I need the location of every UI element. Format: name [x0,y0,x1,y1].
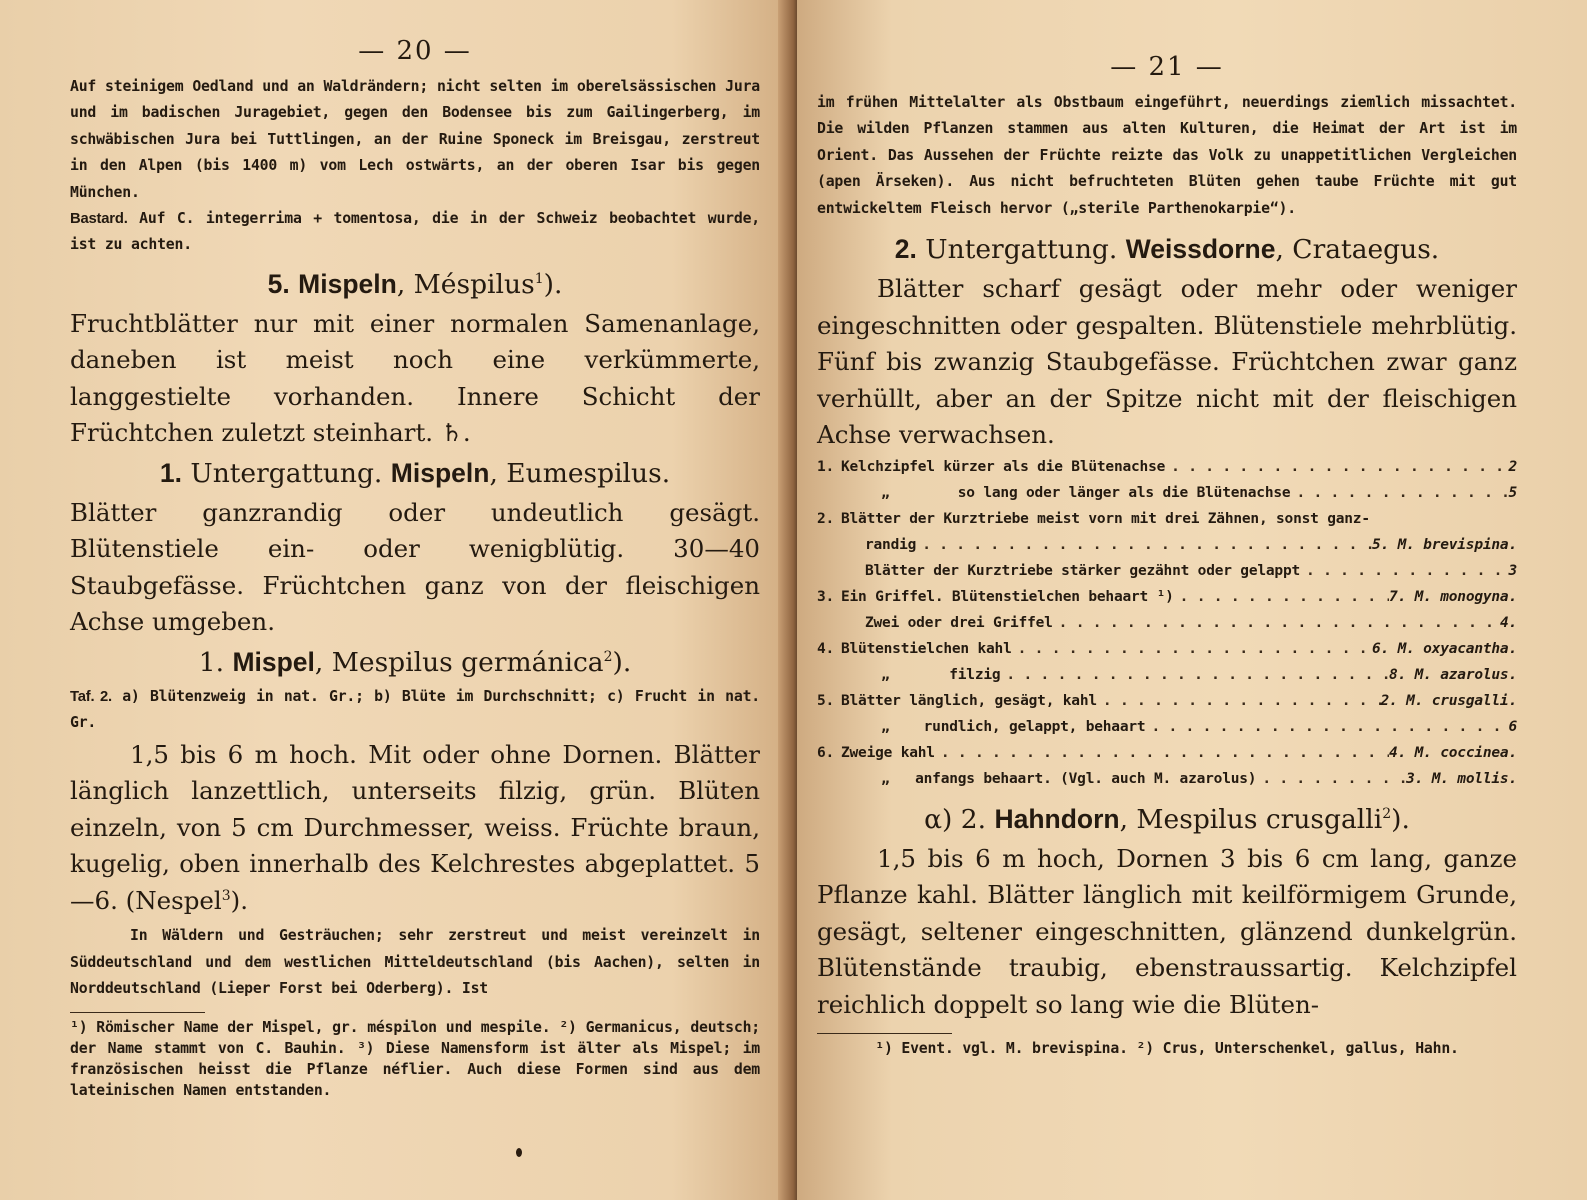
species-name: Hahndorn [994,803,1120,834]
key-number: 5. [817,692,835,709]
genus-heading-end: ). [543,268,563,300]
bastard-label: Bastard. [70,211,128,228]
key-text: Zweige kahl [841,744,935,761]
key-row [817,714,1517,740]
subgenus-prefix: Untergattung. [916,234,1126,266]
key-text: Blätter länglich, gesägt, kahl [841,692,1097,709]
genus-description: Fruchtblätter nur mit einer normalen Samenanlage, daneben ist meist noch eine verkümmerte, langgestielte vorhanden. Innere Schicht der Früchtchen zuletzt steinhart. ♄. [70,308,760,448]
page-number: — 20 — [358,36,472,66]
footnote-ref: 2 [1382,805,1392,822]
species-latin: , Mespilus crusgalli [1119,803,1383,835]
page-number: — 21 — [1110,52,1224,82]
plate-caption [70,684,760,737]
species-name: Mispel [232,646,315,677]
key-text: „ filzig [881,666,1001,683]
key-leader-dots [1300,558,1508,584]
key-row [817,610,1517,636]
footnote-ref: 1 [534,271,544,288]
key-leader-dots [916,532,1372,558]
key-row [817,740,1517,766]
key-row [817,532,1517,558]
subgenus-name: Mispeln [390,457,490,488]
species-heading-end: ). [612,646,632,678]
identification-key [817,454,1517,792]
key-row [817,636,1517,662]
footnote-rule [70,1012,205,1013]
species-number: 1. [198,646,224,678]
key-result: 8. M. azarolus. [1389,666,1517,683]
genus-latin: , Méspilus [396,268,535,300]
key-text: Blütenstielchen kahl [841,640,1012,657]
key-result: 2 [1508,458,1517,475]
subgenus-prefix: Untergattung. [181,457,391,489]
key-text: Kelchzipfel kürzer als die Blütenachse [841,458,1166,475]
key-leader-dots [1097,688,1381,714]
species-distribution: In Wäldern und Gesträuchen; sehr zerstreut und meist vereinzelt in Süddeutschland und dem westlichen Mitteldeutschland (bis Aachen), selten in Norddeutschland (Lieper Forst bei Oderberg). Ist [70,927,760,997]
key-text: Blätter der Kurztriebe meist vorn mit drei Zähnen, sonst ganz- [841,510,1370,527]
key-row [817,454,1517,480]
species-description [70,737,760,920]
key-leader-dots [1290,480,1508,506]
key-row [817,480,1517,506]
key-text: randig [865,536,917,553]
species-latin: , Mespilus germánica [314,646,604,678]
key-text: Blätter der Kurztriebe stärker gezähnt oder gelappt [865,562,1301,579]
key-result: 5 [1508,484,1517,501]
footnote-ref: 2 [603,649,613,666]
bastard-text: Auf C. integerrima + tomentosa, die in der Schweiz beobachtet wurde, ist zu achten. [70,210,760,254]
species-heading [817,798,1517,841]
species-heading-end: ). [1391,803,1410,835]
left-page [0,0,790,1200]
key-text: „ so lang oder länger als die Blütenachse [881,484,1291,501]
key-text: „ rundlich, gelappt, behaart [881,718,1146,735]
species-description-text: 1,5 bis 6 m hoch. Mit oder ohne Dornen. Blätter länglich lanzettlich, unterseits filzig, grün. Blüten einzeln, von 5 cm Durchmesser, weiss. Früchte braun, kugelig, oben innerhalb des Kelchrestes abgeplattet. 5—6. (Nespel [70,739,760,915]
subgenus-description: Blätter ganzrandig oder undeutlich gesägt. Blütenstiele ein- oder wenigblütig. 30—40 Staubgefässe. Früchtchen ganz von der fleischigen Achse umgeben. [70,497,760,637]
distribution-paragraph: Auf steinigem Oedland und an Waldrändern; nicht selten im oberelsässischen Jura und im badischen Juragebiet, gegen den Bodensee bis zum Gailingerberg, im schwäbischen Jura bei Tuttlingen, an der Ruine Sponeck im Breisgau, zerstreut in den Alpen (bis 1400 m) vom Lech ostwärts, an der oberen Isar bis gegen München. [70,78,760,201]
subgenus-description: Blätter scharf gesägt oder mehr oder weniger eingeschnitten oder gespalten. Blütenstiele mehrblütig. Fünf bis zwanzig Staubgefässe. Früchtchen zwar ganz verhüllt, aber an der Spitze nicht mit der fleischigen Achse verwachsen. [817,274,1517,450]
footnotes: ¹) Event. vgl. M. brevispina. ²) Crus, Unterschenkel, gallus, Hahn. [875,1040,1459,1058]
key-row [817,688,1517,714]
footnote-ref: 3 [221,887,231,904]
key-leader-dots [1145,714,1508,740]
key-text: Ein Griffel. Blütenstielchen behaart ¹) [841,588,1174,605]
key-row [817,766,1517,792]
key-leader-dots [1174,584,1389,610]
continuation-paragraph: im frühen Mittelalter als Obstbaum eingeführt, neuerdings ziemlich missachtet. Die wilden Pflanzen stammen aus alten Kulturen, die Heimat der Art ist im Orient. Das Aussehen der Früchte reizte das Volk zu unappetitlichen Vergleichen (apen Ärseken). Aus nicht befruchteten Blüten gehen taube Früchte mit gut entwickeltem Fleisch hervor („sterile Parthenokarpie“). [817,94,1517,217]
species-heading [70,641,760,684]
key-result: 6 [1508,718,1517,735]
key-number: 4. [817,640,835,657]
genus-number: 5. [267,268,290,299]
bastard-paragraph [70,206,760,259]
key-text: Zwei oder drei Griffel [865,614,1053,631]
subgenus-heading [817,228,1517,271]
subgenus-heading [70,452,760,495]
footnote-rule [817,1033,952,1034]
plate-label: Taf. 2. [70,688,112,705]
key-leader-dots [935,740,1389,766]
key-result: 5. M. brevispina. [1371,536,1517,553]
key-result: 6. M. oxyacantha. [1371,640,1517,657]
subgenus-number: 2. [894,234,917,265]
species-prefix: α) 2. [924,803,995,835]
subgenus-latin: , Crataegus. [1275,234,1440,266]
key-row [817,558,1517,584]
key-leader-dots [1000,662,1389,688]
key-result: 4. [1499,614,1517,631]
key-row [817,506,1517,532]
key-number: 2. [817,510,835,527]
genus-heading [70,263,760,306]
key-row [817,584,1517,610]
key-leader-dots [1256,766,1406,792]
subgenus-name: Weissdorne [1125,234,1276,265]
subgenus-latin: , Eumespilus. [489,457,671,489]
key-text: „ anfangs behaart. (Vgl. auch M. azarolus) [881,770,1257,787]
key-number: 1. [817,458,835,475]
subgenus-number: 1. [159,457,182,488]
key-leader-dots [1053,610,1500,636]
key-result: 3. M. mollis. [1406,770,1517,787]
key-leader-dots [1165,454,1508,480]
right-page [797,0,1587,1200]
ink-spot [516,1148,522,1157]
key-row [817,662,1517,688]
key-result: 2. M. crusgalli. [1380,692,1517,709]
species-description-end: ). [230,885,249,915]
key-result: 3 [1508,562,1517,579]
footnotes: ¹) Römischer Name der Mispel, gr. méspilon und mespile. ²) Germanicus, deutsch; der Name stammt von C. Bauhin. ³) Diese Namensform ist älter als Mispel; im französischen heisst die Pflanze néflier. Auch diese Formen sind aus dem lateinischen Namen entstanden. [70,1019,760,1100]
plate-text: a) Blütenzweig in nat. Gr.; b) Blüte im Durchschnitt; c) Frucht in nat. Gr. [70,687,760,732]
key-leader-dots [1012,636,1372,662]
genus-name: Mispeln [298,268,397,299]
key-number: 3. [817,588,835,605]
key-number: 6. [817,744,835,761]
key-result: 4. M. coccinea. [1389,744,1517,761]
key-result: 7. M. monogyna. [1389,588,1517,605]
species-description: 1,5 bis 6 m hoch, Dornen 3 bis 6 cm lang, ganze Pflanze kahl. Blätter länglich mit keilförmigem Grunde, gesägt, seltener eingeschnitten, glänzend dunkelgrün. Blütenstände traubig, ebenstraussartig. Kelchzipfel reichlich doppelt so lang wie die Blüten- [817,843,1517,1019]
